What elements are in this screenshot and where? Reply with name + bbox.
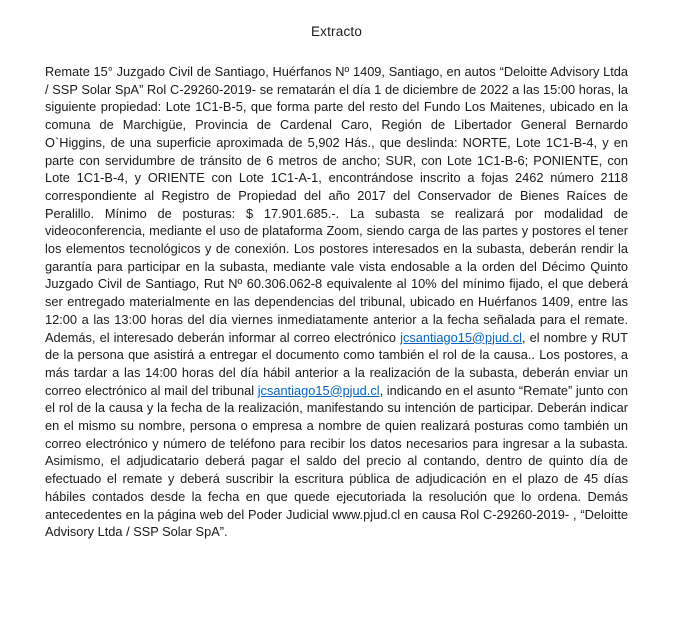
body-text-run: Remate 15° Juzgado Civil de Santiago, Huérfanos Nº 1409, Santiago, en autos “Deloitte Advisory Ltda / SSP Solar SpA” Rol C-29260-2019- se rematarán el día 1 de diciembre de 2022 a las 15:00 horas, la siguiente propiedad: Lote 1C1-B-5, que forma parte del resto del Fundo Los Maitenes, ubicado en la comuna de Marchigüe, Provincia de Cardenal Caro, Región de Libertador General Bernardo O`Higgins, de una superficie aproximada de 5,902 Hás., que deslinda: NORTE, Lote 1C1-B-4, y en parte con servidumbre de tránsito de 6 metros de ancho; SUR, con Lote 1C1-B-6; PONIENTE, con Lote 1C1-B-4, y ORIENTE con Lote 1C1-A-1, encontrándose inscrito a fojas 2462 número 2118 correspondiente al Registro de Propiedad del año 2017 del Conservador de Bienes Raíces de Peralillo. Mínimo de posturas: $ 17.901.685.-. La subasta se realizará por modalidad de videoconferencia, mediante el uso de plataforma Zoom, siendo carga de las partes y postores el tener los elementos tecnológicos y de conexión. Los postores interesados en la subasta, deberán rendir la garantía para participar en la subasta, mediante vale vista endosable a la orden del Décimo Quinto Juzgado Civil de Santiago, Rut Nº 60.306.062-8 equivalente al 10% del mínimo fijado, el que deberá ser entregado materialmente en las dependencias del tribunal, ubicado en Huérfanos 1409, entre las 12:00 a las 13:00 horas del día viernes inmediatamente anterior a la fecha señalada para el remate. Además, el interesado deberán informar al correo electrónico (45, 64, 628, 345)
document-title: Extracto (310, 24, 363, 39)
email-link[interactable]: jcsantiago15@pjud.cl (257, 382, 380, 398)
body-text-run: , indicando en el asunto “Remate” junto con el rol de la causa y la fecha de la realización, manifestando su intención de participar. Deberán indicar en el mismo su nombre, persona o empresa a nombre de quien realizará posturas como también un correo electrónico y número de teléfono para recibir los datos necesarios para ingresar a la subasta. Asimismo, el adjudicatario deberá pagar el saldo del precio al contando, dentro de quinto día de efectuado el remate y deberá suscribir la escritura pública de adjudicación en el plazo de 45 días hábiles contados desde la fecha en que quede ejecutoriada la resolución que lo ordena. Demás antecedentes en la página web del Poder Judicial www.pjud.cl en causa Rol C-29260-2019- , “Deloitte Advisory Ltda / SSP Solar SpA”. (45, 382, 628, 540)
body-text-run: , el nombre y RUT de la persona que asistirá a entregar el documento como también el rol de la causa.. Los postores, a más tardar a las 14:00 horas del día hábil anterior a la realización de la subasta, deberán enviar un correo electrónico al mail del tribunal (45, 329, 628, 398)
document-body (45, 63, 628, 541)
email-link[interactable]: jcsantiago15@pjud.cl (400, 329, 522, 345)
